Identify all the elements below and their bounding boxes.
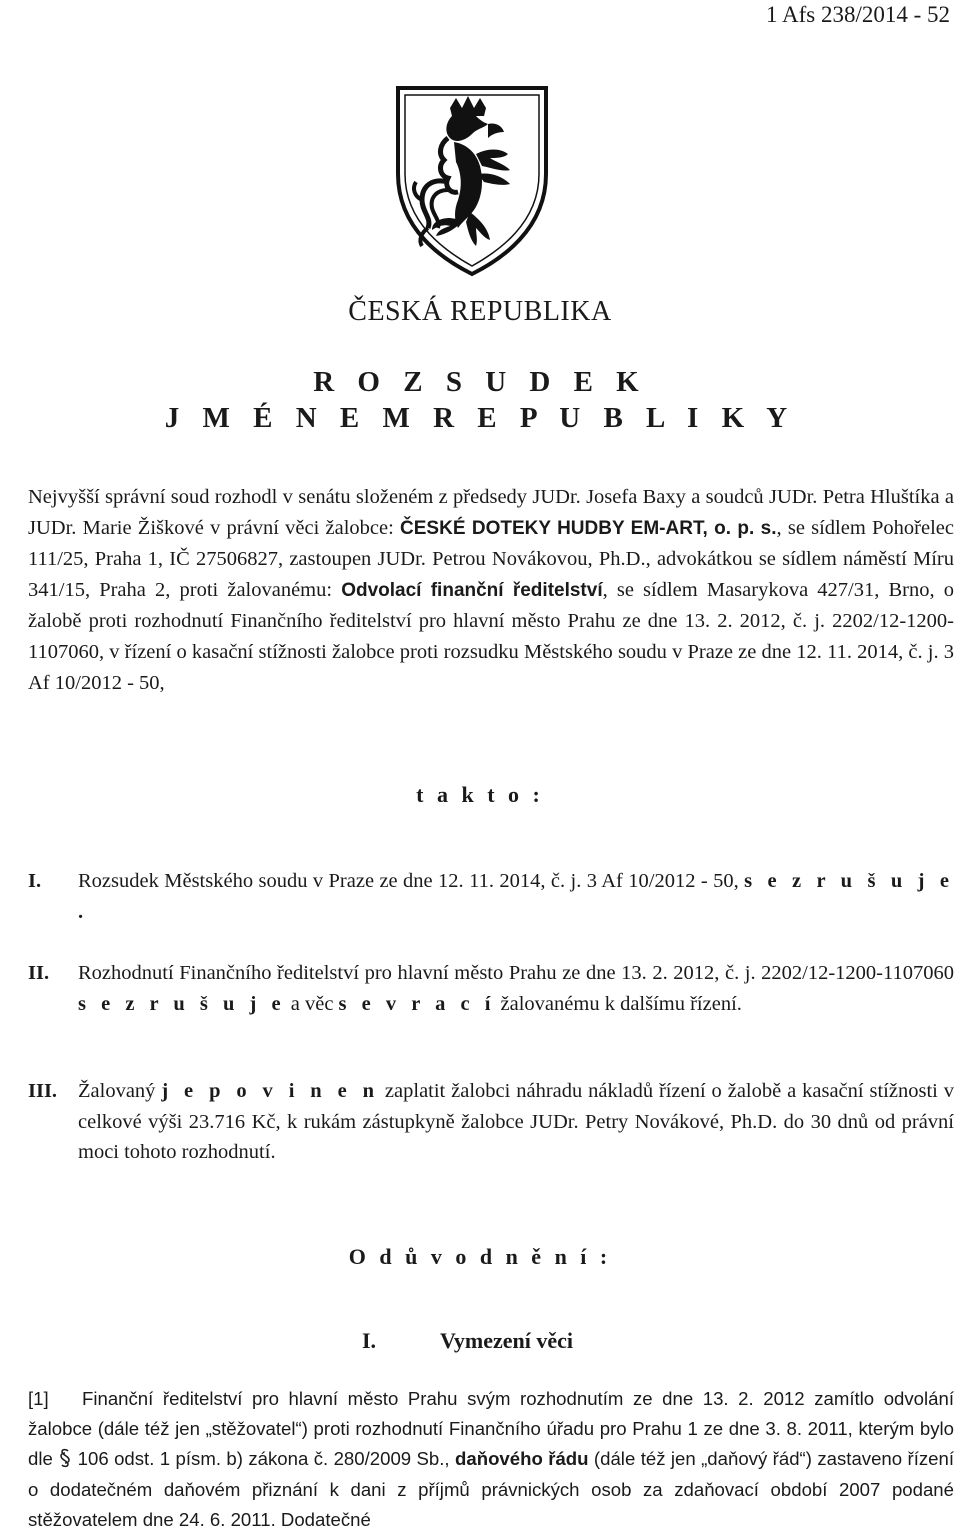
verdict-subtitle: J M É N E M R E P U B L I K Y: [164, 402, 796, 434]
item-ruling: j e p o v i n e n: [161, 1080, 380, 1102]
section-title: Vymezení věci: [440, 1328, 573, 1353]
item-text: Rozsudek Městského soudu v Praze ze dne 12. 11. 2014, č. j. 3 Af 10/2012 - 50,: [78, 870, 745, 892]
paragraph-text-3: (dále též jen „daňový řád“) zastaveno řízení o dodatečném daňovém přiznání k dani z příjmů právnických osob za zdaňovací období 2007 podané stěžovatelem dne 24. 6. 2011. Dodatečné: [28, 1448, 955, 1530]
paragraph-1: [28, 1384, 954, 1535]
republic-heading: ČESKÁ REPUBLIKA: [348, 296, 612, 327]
item-number: III.: [28, 1080, 58, 1102]
takto-heading: t a k t o :: [416, 782, 544, 807]
verdict-title: R O Z S U D E K: [313, 366, 647, 398]
item-text: žalovanému k dalšímu řízení.: [495, 992, 742, 1015]
item-ruling: s e v r a c í: [338, 992, 496, 1015]
paragraph-text-2: 106 odst. 1 písm. b) zákona č. 280/2009 Sb.,: [72, 1448, 456, 1470]
item-text: zaplatit žalobci náhradu nákladů řízení o žalobě a kasační stížnosti v celkové výši 23.716 Kč, k rukám zástupkyně žalobce JUDr. Petry Novákové, Ph.D. do 30 dnů od právní moci tohoto rozhodnutí.: [78, 1080, 954, 1164]
item-text: Rozhodnutí Finančního ředitelství pro hlavní město Prahu ze dne 13. 2. 2012, č. j. 2202/12-1200-1107060: [78, 962, 954, 984]
tax-code-name: daňového řádu: [455, 1448, 589, 1470]
plaintiff-name: ČESKÉ DOTEKY HUDBY EM-ART, o. p. s.: [400, 517, 777, 539]
item-text: a věc: [285, 992, 339, 1015]
section-sign-icon: [58, 1448, 72, 1468]
intro-paragraph: [28, 482, 954, 698]
verdict-item-3: [28, 1076, 954, 1168]
paragraph-text-1: Finanční ředitelství pro hlavní město Prahu svým rozhodnutím ze dne 13. 2. 2012 zamítlo odvolání žalobce (dále též jen „stěžovatel“) proti rozhodnutí Finančního úřadu pro Prahu 1 ze dne 3. 8. 2011, kterým bylo dle: [28, 1388, 954, 1470]
section-number: I.: [362, 1328, 377, 1353]
item-number: II.: [28, 962, 50, 984]
reasons-heading: O d ů v o d n ě n í :: [348, 1244, 612, 1269]
intro-text-3: , se sídlem Masarykova 427/31, Brno, o žalobě proti rozhodnutí Finančního ředitelství pro hlavní město Prahu ze dne 13. 2. 2012, č. j. 2202/12-1200-1107060, v řízení o kasační stížnosti žalobce proti rozsudku Městského soudu v Praze ze dne 12. 11. 2014, č. j. 3 Af 10/2012 - 50,: [28, 578, 954, 694]
item-number: I.: [28, 870, 42, 892]
czech-lion-coat-of-arms-icon: [392, 82, 552, 278]
intro-text-1: Nejvyšší správní soud rozhodl v senátu složeném z předsedy JUDr. Josefa Baxy a soudců JUDr. Petra Hluštíka a JUDr. Marie Žiškové v právní věci žalobce:: [28, 486, 954, 539]
verdict-item-2: [28, 958, 954, 1019]
verdict-item-1: [28, 866, 954, 927]
item-ruling: s e z r u š u j e .: [78, 870, 954, 923]
case-reference: 1 Afs 238/2014 - 52: [766, 2, 950, 27]
section-heading: [362, 1328, 573, 1354]
intro-text-2: , se sídlem Pohořelec 111/25, Praha 1, IČ 27506827, zastoupen JUDr. Petrou Novákovou, Ph.D., advokátkou se sídlem náměstí Míru 341/15, Praha 2, proti žalovanému:: [28, 516, 954, 601]
item-ruling: s e z r u š u j e: [78, 992, 286, 1015]
defendant-name: Odvolací finanční ředitelství: [341, 579, 603, 601]
item-text: Žalovaný: [78, 1080, 162, 1102]
paragraph-number: [1]: [28, 1388, 49, 1409]
